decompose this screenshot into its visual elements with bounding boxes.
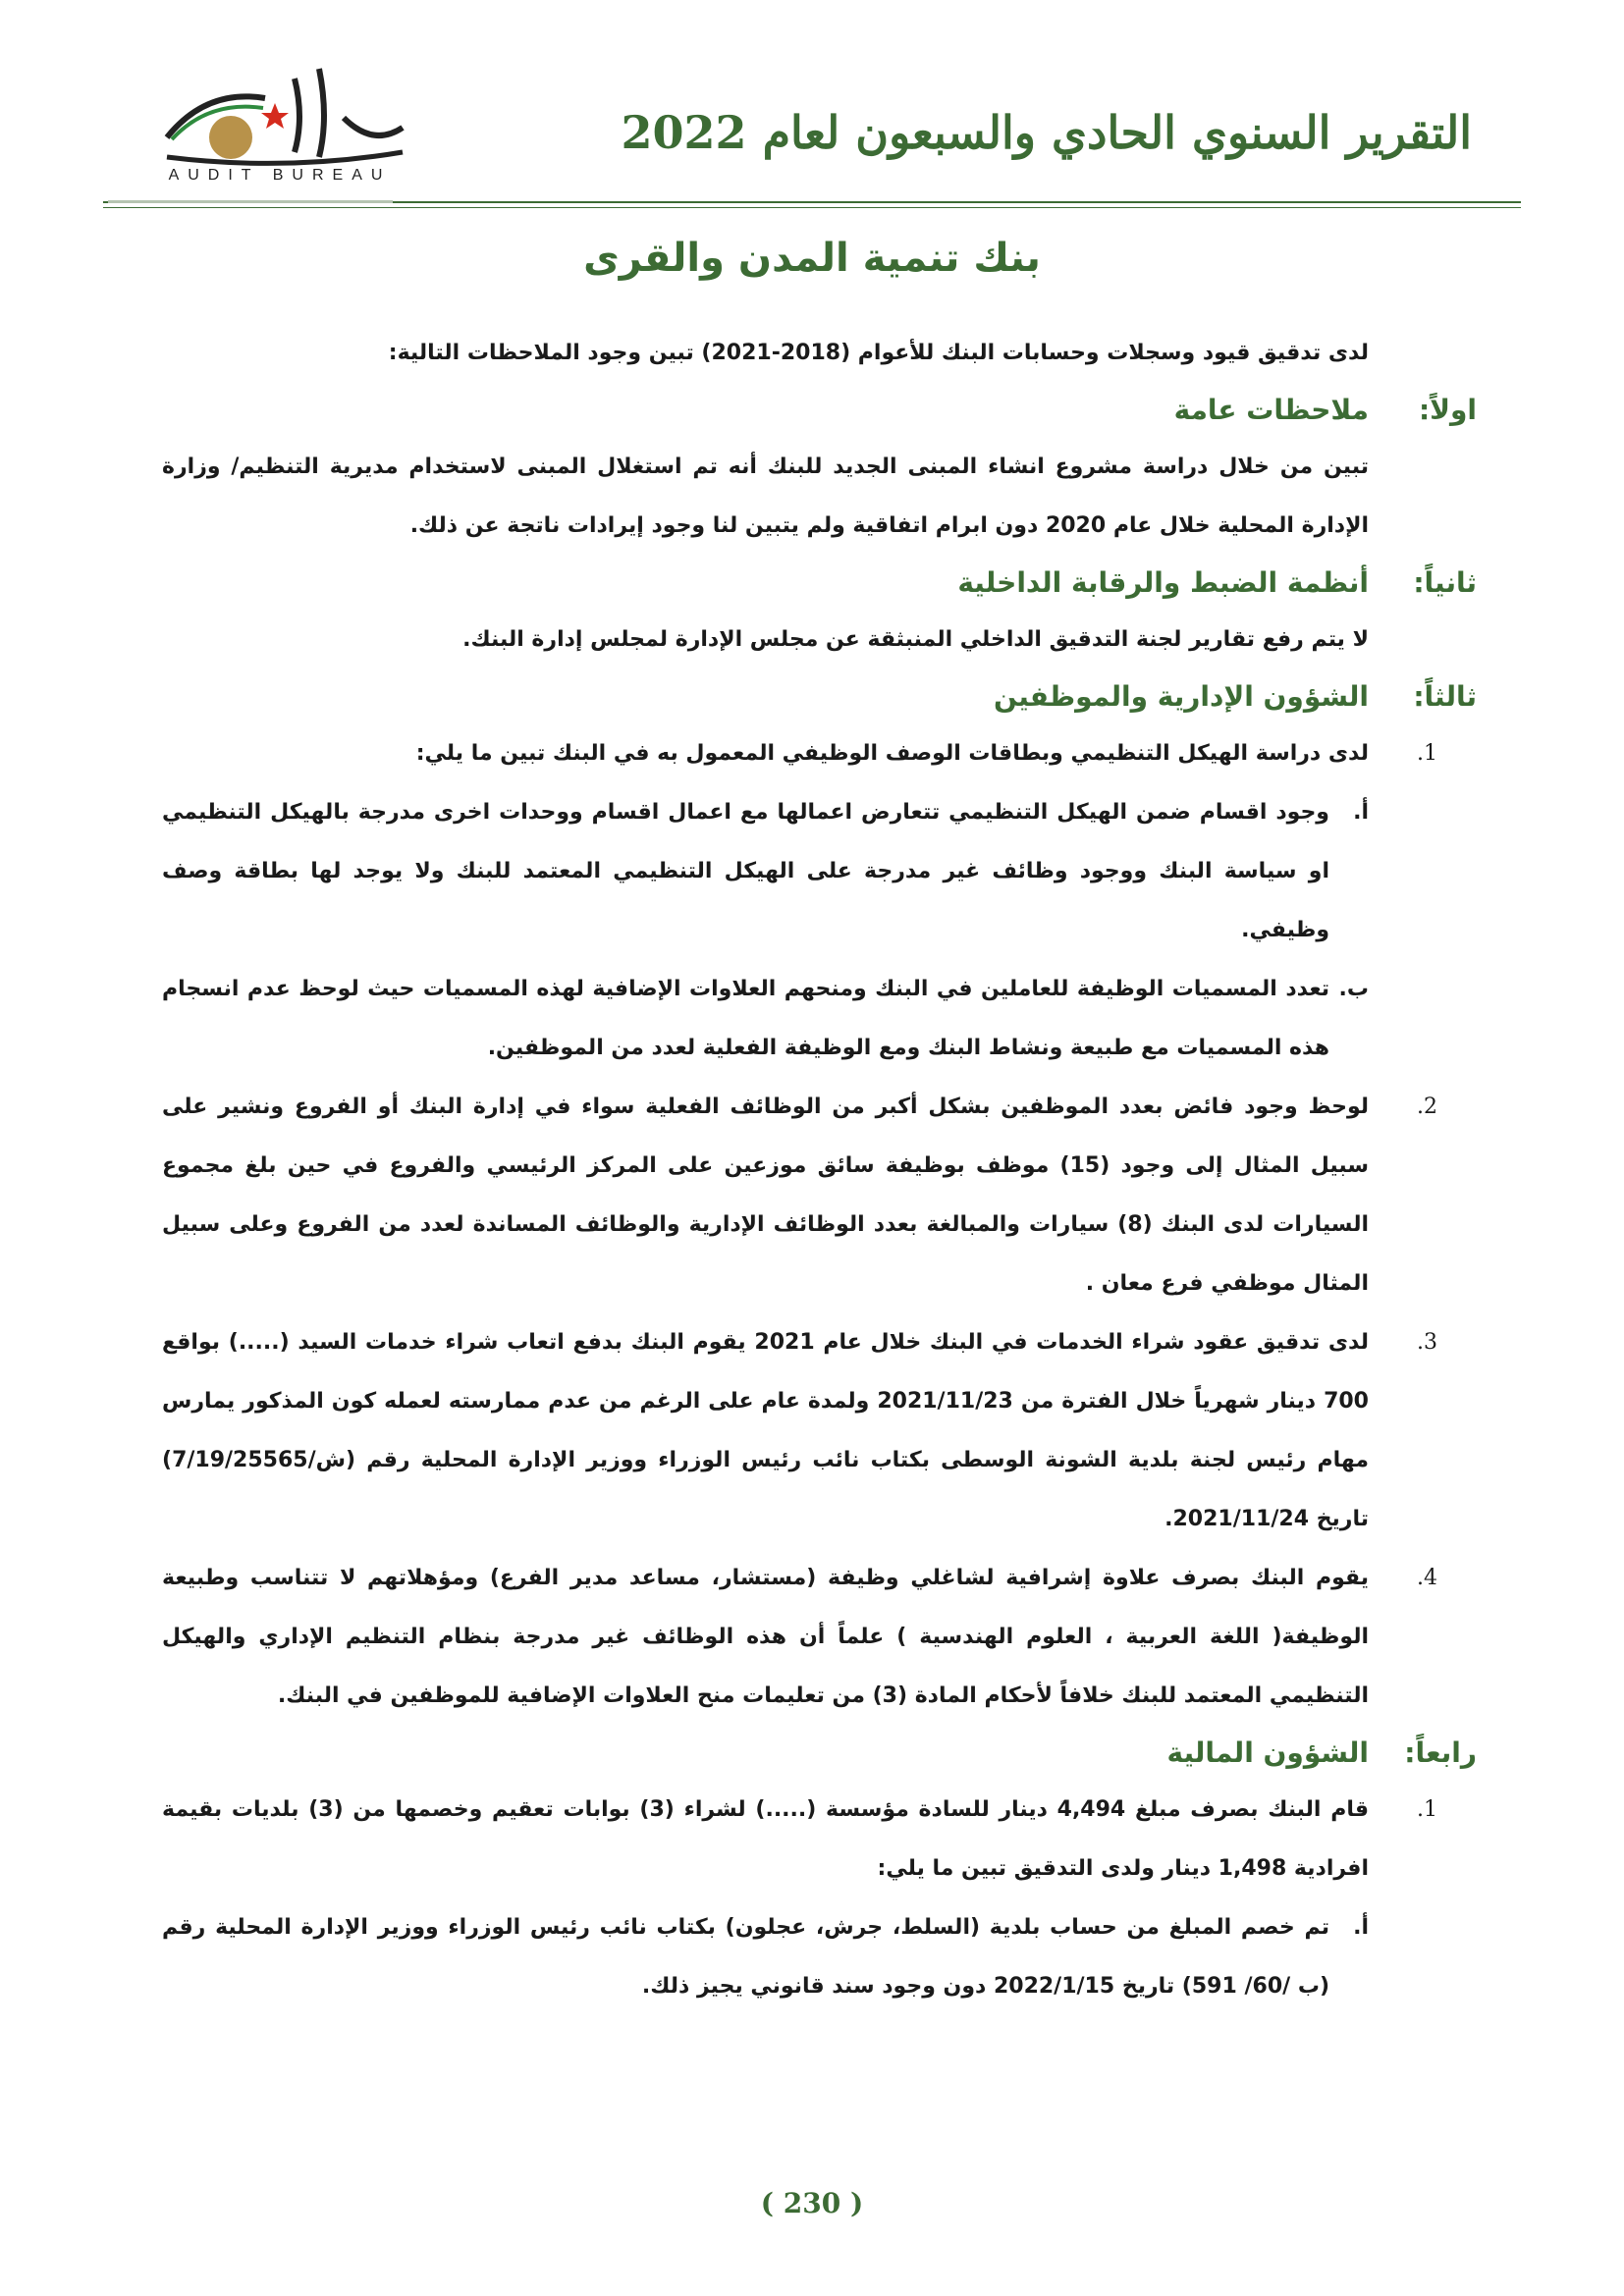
section-label: رابعاً: [1404,1736,1477,1769]
list-item [162,1781,1437,1898]
item-text: لدى تدقيق عقود شراء الخدمات في البنك خلال عام 2021 يقوم البنك بدفع اتعاب شراء خدمات السيد (.....) بواقع 700 دينار شهرياً خلال الفترة من 2021/11/23 ولمدة عام على الرغم من عدم ممارسته لعمله كون المذكور يمارس مهام رئيس لجنة بلدية الشونة الوسطى بكتاب نائب رئيس الوزراء ووزير الإدارة المحلية رقم (ش/7/19/25565) تاريخ 2021/11/24. [162,1330,1369,1531]
section-title: ملاحظات عامة [1173,394,1369,426]
section-paragraph: تبين من خلال دراسة مشروع انشاء المبنى الجديد للبنك أنه تم استغلال المبنى لاستخدام مديرية التنظيم/ وزارة الإدارة المحلية خلال عام 2020 دون ابرام اتفاقية ولم يتبين لنا وجود إيرادات ناتجة عن ذلك. [162,454,1369,538]
section-label: اولاً: [1418,394,1477,426]
item-number: 1. [1417,1797,1437,1822]
list-item [162,1549,1437,1726]
item-number: 1. [1417,741,1437,766]
section-label: ثانياً: [1413,566,1477,599]
section-title: الشؤون الإدارية والموظفين [994,680,1369,713]
section-paragraph: لا يتم رفع تقارير لجنة التدقيق الداخلي المنبثقة عن مجلس الإدارة لمجلس إدارة البنك. [462,627,1369,652]
item-number: 4. [1417,1566,1437,1590]
report-header-title: التقرير السنوي الحادي والسبعون لعام 2022 [621,106,1472,159]
item-number: 3. [1417,1330,1437,1355]
sub-item-text: تم خصم المبلغ من حساب بلدية (السلط، جرش، عجلون) بكتاب نائب رئيس الوزراء ووزير الإدارة المحلية رقم (ب /60/ 591) تاريخ 2022/1/15 دون وجود سند قانوني يجيز ذلك. [162,1915,1329,1999]
section-title: أنظمة الضبط والرقابة الداخلية [957,566,1369,599]
section-heading [162,669,1477,724]
list-item [162,724,1437,783]
item-text: لوحظ وجود فائض بعدد الموظفين بشكل أكبر من الوظائف الفعلية سواء في إدارة البنك أو الفروع ونشير على سبيل المثال إلى وجود (15) موظف بوظيفة سائق موزعين على المركز الرئيسي والفروع في حين بلغ مجموع السيارات لدى البنك (8) سيارات والمبالغة بعدد الوظائف الإدارية والوظائف المساندة لعدد من الفروع وعلى سبيل المثال موظفي فرع معان . [162,1095,1369,1296]
section-heading [162,383,1477,438]
sub-item [162,960,1369,1078]
sub-item-letter: أ. [1353,1915,1369,1940]
sub-item-text: وجود اقسام ضمن الهيكل التنظيمي تتعارض اعمالها مع اعمال اقسام ووحدات اخرى مدرجة بالهيكل التنظيمي او سياسة البنك ووجود وظائف غير مدرجة على الهيكل التنظيمي المعتمد للبنك ولا يوجد لها بطاقة وصف وظيفي. [162,800,1329,942]
sub-item [162,783,1369,960]
section-heading [162,1726,1477,1781]
item-text: لدى دراسة الهيكل التنظيمي وبطاقات الوصف الوظيفي المعمول به في البنك تبين ما يلي: [415,741,1369,766]
sub-item-letter: ب. [1338,977,1369,1001]
document-body [162,324,1477,2016]
page-number: ( 230 ) [760,2187,864,2219]
item-number: 2. [1417,1095,1437,1119]
sub-item [162,1898,1369,2016]
item-text: يقوم البنك بصرف علاوة إشرافية لشاغلي وظيفة (مستشار، مساعد مدير الفرع) ومؤهلاتهم لا تتناسب وطبيعة الوظيفة( اللغة العربية ، العلوم الهندسية ) علماً أن هذه الوظائف غير مدرجة بنظام التنظيم الإداري والهيكل التنظيمي المعتمد للبنك خلافاً لأحكام المادة (3) من تعليمات منح العلاوات الإضافية للموظفين في البنك. [162,1566,1369,1708]
section-label: ثالثاً: [1413,680,1477,713]
logo-caption: AUDIT BUREAU [168,167,392,184]
section-title: الشؤون المالية [1166,1736,1369,1769]
list-item [162,1078,1437,1313]
item-text: قام البنك بصرف مبلغ 4,494 دينار للسادة مؤسسة (.....) لشراء (3) بوابات تعقيم وخصمها من (3) بلديات بقيمة افرادية 1,498 دينار ولدى التدقيق تبين ما يلي: [162,1797,1369,1881]
sub-item-text: تعدد المسميات الوظيفة للعاملين في البنك ومنحهم العلاوات الإضافية لهذه المسميات حيث لوحظ عدم انسجام هذه المسميات مع طبيعة ونشاط البنك ومع الوظيفة الفعلية لعدد من الموظفين. [162,977,1329,1060]
intro-paragraph: لدى تدقيق قيود وسجلات وحسابات البنك للأعوام (2018-2021) تبين وجود الملاحظات التالية: [388,341,1369,365]
header-divider-accent [108,200,393,203]
sub-item-letter: أ. [1353,800,1369,825]
list-item [162,1313,1437,1549]
page-title: بنك تنمية المدن والقرى [583,236,1041,281]
section-heading [162,556,1477,611]
